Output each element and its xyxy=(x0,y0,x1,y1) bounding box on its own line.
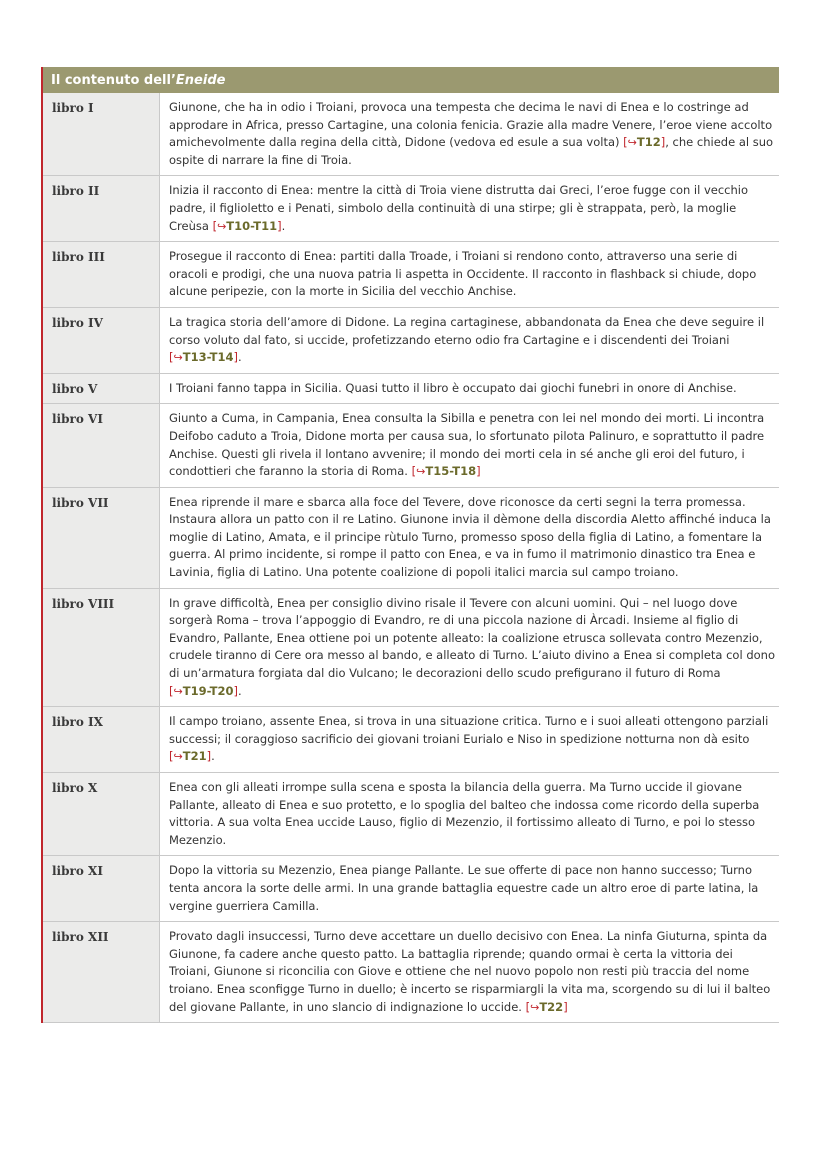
summary-text: In grave difficoltà, Enea per consiglio divino risale il Tevere con alcuni uomini. Qui – nel luogo dove sorgerà Roma – trova l’appoggio di Evandro, re di una piccola nazione di Àrcadi. Insieme al figlio di Evandro, Pallante, Enea ottiene poi un potente alleato: la coalizione etrusca sollevata contro Mezenzio, crudele tiranno di Cere ora messo al bando, e alleato di Turno. L’aiuto divino a Enea si completa col dono di un’armatura forgiata dal dio Vulcano; le decorazioni dello scudo prefigurano il futuro di Roma xyxy=(169,595,775,681)
book-summary xyxy=(160,242,779,307)
book-summary xyxy=(160,773,779,855)
book-summary xyxy=(160,589,779,707)
summary-text: Provato dagli insuccessi, Turno deve accettare un duello decisivo con Enea. La ninfa Giuturna, spinta da Giunone, fa cadere anche questo patto. La battaglia riprende; quando ormai è certa la vittoria dei Troiani, Giunone si riconcilia con Giove e ottiene che nel nuovo popolo non resti più traccia del nome troiano. Enea sconfigge Turno in duello; è incerto se risparmiargli la vita ma, scorgendo su di lui il balteo del giovane Pallante, in uno slancio di indignazione lo uccide. xyxy=(169,929,771,1014)
book-label: libro VII xyxy=(43,488,160,588)
ref-code: T19-T20 xyxy=(182,683,234,698)
book-summary xyxy=(160,404,779,486)
summary-text: Giunto a Cuma, in Campania, Enea consulta la Sibilla e penetra con lei nel mondo dei morti. Li incontra Deifobo caduto a Troia, Didone morta per causa sua, lo sfortunato pilota Palinuro, e soprattutto il padre Anchise. Questi gli rivela il lontano avvenire; il mondo dei morti cela in sé anche gli eroi del futuro, i condottieri che faranno la storia di Roma. xyxy=(169,411,765,479)
ref-arrow-icon: ↪ xyxy=(173,684,183,698)
header-title-prefix: Il contenuto dell’ xyxy=(51,72,176,88)
cross-reference-link[interactable] xyxy=(169,350,238,364)
book-label: libro IX xyxy=(43,707,160,772)
book-summary xyxy=(160,488,779,588)
summary-text: Enea riprende il mare e sbarca alla foce del Tevere, dove riconosce da certi segni la terra promessa. Instaura allora un patto con il re Latino. Giunone invia il dèmone della discordia Aletto affinché induca la moglie di Latino, Amata, e il principe rùtulo Turno, promesso sposo della figlia di Latino, a fomentare la guerra. Al primo incidente, si rompe il patto con Enea, e va in fumo il matrimonio dinastico tra Enea e Lavinia, figlia di Latino. Una potente coalizione di popoli italici marcia sul campo troiano. xyxy=(169,494,771,580)
book-label: libro VI xyxy=(43,404,160,486)
table-row xyxy=(43,707,779,773)
summary-text-tail: . xyxy=(211,749,215,764)
book-label: libro V xyxy=(43,374,160,404)
ref-open-bracket: [ xyxy=(623,135,628,150)
table-row xyxy=(43,773,779,856)
cross-reference-link[interactable] xyxy=(213,219,282,233)
ref-close-bracket: ] xyxy=(563,999,568,1014)
summary-text: Giunone, che ha in odio i Troiani, provoca una tempesta che decima le navi di Enea e lo costringe ad approdare in Africa, presso Cartagine, una colonia fenicia. Grazie alla madre Venere, l’eroe viene accolto amichevolmente dalla regina della città, Didone (vedova ed esule a sua volta) xyxy=(169,100,773,150)
summary-text: La tragica storia dell’amore di Didone. La regina cartaginese, abbandonata da Enea che deve seguire il corso voluto dal fato, si uccide, profetizzando eterno odio fra Cartagine e i discendenti dei Troiani xyxy=(169,314,765,347)
ref-code: T22 xyxy=(539,999,564,1014)
table-row xyxy=(43,589,779,708)
table-row xyxy=(43,242,779,308)
table-row xyxy=(43,374,779,405)
summary-text-tail: . xyxy=(281,218,286,233)
book-summary xyxy=(160,374,779,404)
table-row xyxy=(43,922,779,1023)
ref-code: T10-T11 xyxy=(226,218,278,233)
book-label: libro X xyxy=(43,773,160,855)
ref-open-bracket: [ xyxy=(411,464,417,479)
ref-open-bracket: [ xyxy=(169,683,174,698)
book-summary xyxy=(160,707,779,772)
ref-arrow-icon: ↪ xyxy=(627,136,637,150)
ref-open-bracket: [ xyxy=(212,218,218,233)
table-row xyxy=(43,856,779,922)
book-summary xyxy=(160,176,779,241)
summary-text: Prosegue il racconto di Enea: partiti dalla Troade, i Troiani si rendono conto, attraverso una serie di oracoli e prodigi, che una nuova patria li aspetta in Occidente. Il racconto in flashback si chiude, dopo alcune peripezie, con la morte in Sicilia del vecchio Anchise. xyxy=(169,249,757,299)
cross-reference-link[interactable] xyxy=(169,749,211,763)
book-label: libro III xyxy=(43,242,160,307)
table-body xyxy=(43,93,779,1023)
ref-open-bracket: [ xyxy=(525,999,531,1014)
ref-close-bracket: ] xyxy=(233,350,238,365)
table-row xyxy=(43,93,779,176)
ref-arrow-icon: ↪ xyxy=(173,750,183,764)
book-label: libro XI xyxy=(43,856,160,921)
cross-reference-link[interactable] xyxy=(623,135,665,149)
cross-reference-link[interactable] xyxy=(169,684,238,698)
table-row xyxy=(43,488,779,589)
summary-text: Inizia il racconto di Enea: mentre la città di Troia viene distrutta dai Greci, l’eroe fugge con il vecchio padre, il figlioletto e i Penati, simbolo della continuità di una stirpe; gli è strappata, però, la moglie Creùsa xyxy=(169,183,749,233)
summary-text-tail: . xyxy=(238,350,242,365)
ref-code: T21 xyxy=(182,749,207,764)
summary-text: Il campo troiano, assente Enea, si trova in una situazione critica. Turno e i suoi alleati ottengono parziali successi; il coraggioso sacrificio dei giovani troiani Eurialo e Niso in spedizione notturna non dà esito xyxy=(169,714,769,746)
summary-text: I Troiani fanno tappa in Sicilia. Quasi tutto il libro è occupato dai giochi funebri in onore di Anchise. xyxy=(169,380,737,395)
ref-code: T15-T18 xyxy=(425,464,477,479)
book-summary xyxy=(160,856,779,921)
book-label: libro II xyxy=(43,176,160,241)
ref-close-bracket: ] xyxy=(277,218,282,233)
header-title-em: Eneide xyxy=(175,72,226,88)
book-label: libro VIII xyxy=(43,589,160,707)
eneide-content-table xyxy=(41,67,779,1023)
ref-code: T13-T14 xyxy=(182,350,234,365)
summary-text: Dopo la vittoria su Mezenzio, Enea piange Pallante. Le sue offerte di pace non hanno successo; Turno tenta ancora la sorte delle armi. In una grande battaglia equestre cade un altro eroe di parte latina, la vergine guerriera Camilla. xyxy=(169,863,759,913)
ref-close-bracket: ] xyxy=(660,135,666,150)
table-row xyxy=(43,308,779,374)
book-summary xyxy=(160,308,779,373)
table-header xyxy=(43,67,779,93)
ref-open-bracket: [ xyxy=(169,350,174,365)
summary-text: Enea con gli alleati irrompe sulla scena e sposta la bilancia della guerra. Ma Turno uccide il giovane Pallante, alleato di Enea e suo protetto, e lo spoglia del balteo che indossa come ricordo della superba vittoria. A sua volta Enea uccide Lauso, figlio di Mezenzio, il fortissimo alleato di Turno, e poi lo stesso Mezenzio. xyxy=(169,780,760,847)
book-label: libro I xyxy=(43,93,160,175)
table-row xyxy=(43,176,779,242)
ref-open-bracket: [ xyxy=(169,749,174,764)
book-summary xyxy=(160,93,779,175)
book-label: libro IV xyxy=(43,308,160,373)
ref-arrow-icon: ↪ xyxy=(217,219,227,233)
ref-close-bracket: ] xyxy=(233,683,238,698)
cross-reference-link[interactable] xyxy=(526,1000,568,1014)
ref-arrow-icon: ↪ xyxy=(530,1000,540,1014)
ref-close-bracket: ] xyxy=(206,749,212,764)
book-summary xyxy=(160,922,779,1022)
summary-text-tail: . xyxy=(238,683,242,698)
cross-reference-link[interactable] xyxy=(412,464,481,478)
ref-code: T12 xyxy=(636,135,661,150)
ref-close-bracket: ] xyxy=(476,464,481,479)
summary-text-tail: , che chiede al suo ospite di narrare la fine di Troia. xyxy=(169,135,774,167)
table-row xyxy=(43,404,779,487)
ref-arrow-icon: ↪ xyxy=(173,351,183,365)
book-label: libro XII xyxy=(43,922,160,1022)
ref-arrow-icon: ↪ xyxy=(416,465,426,479)
